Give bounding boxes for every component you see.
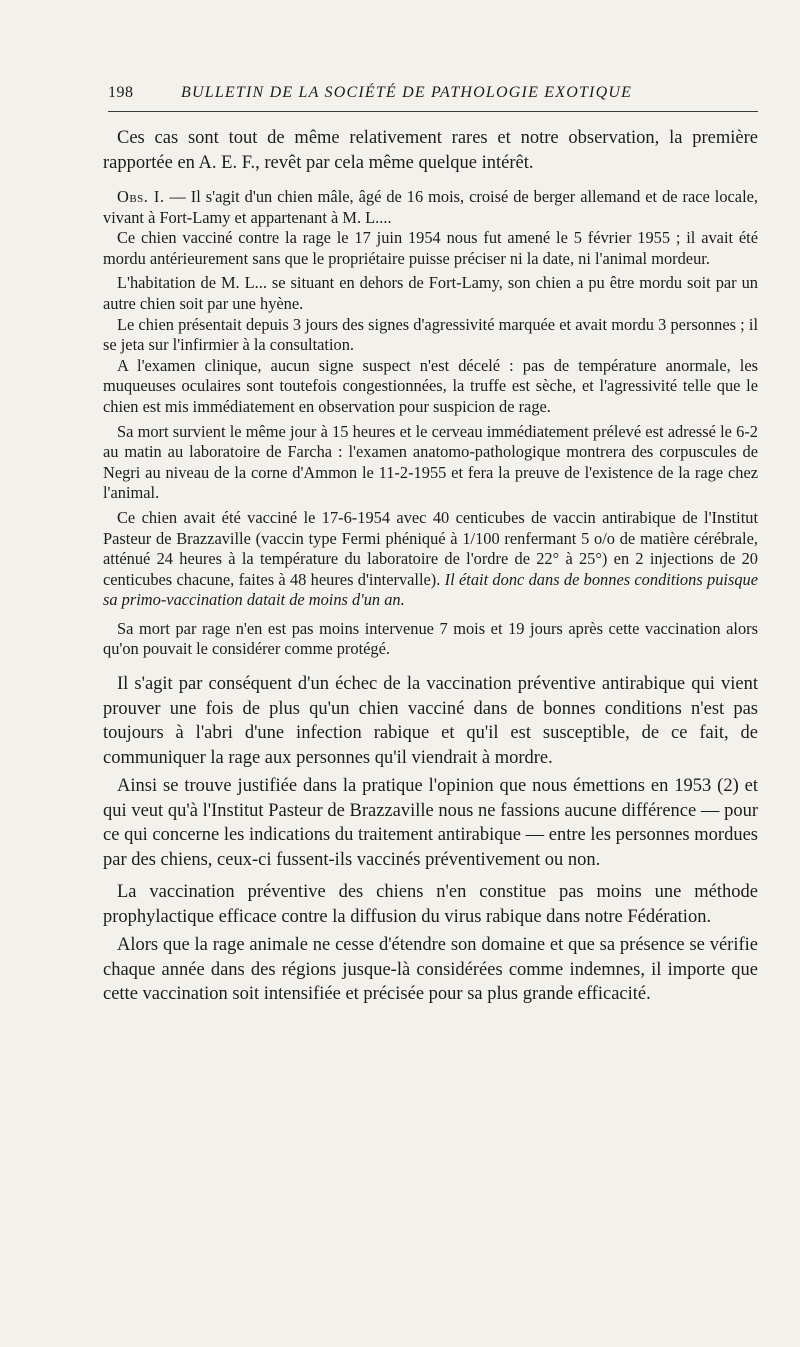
death-paragraph: Sa mort survient le même jour à 15 heures et le cerveau immédiatement prélevé est adressé le 6-2 au matin au laboratoire de Farcha : l'examen anatomo-pathologique montrera des corpuscules de Negri au niveau de la corne d'Ammon le 11-2-1955 et fera la preuve de l'existence de la rage chez l'animal.: [103, 421, 758, 503]
article-body: [103, 126, 758, 1007]
death-after-vaccination-paragraph: Sa mort par rage n'en est pas moins intervenue 7 mois et 19 jours après cette vaccination alors qu'on pouvait le considérer comme protégé.: [103, 618, 758, 659]
clinical-exam-paragraph: A l'examen clinique, aucun signe suspect n'est décelé : pas de température anormale, les muqueuses oculaires sont toutefois congestionnées, la truffe est sèche, et l'agressivité telle que le chien est mis immédiatement en observation pour suspicion de rage.: [103, 355, 758, 416]
observation-text: — Il s'agit d'un chien mâle, âgé de 16 mois, croisé de berger allemand et de race locale, vivant à Fort-Lamy et appartenant à M. L....: [103, 187, 759, 227]
habitation-paragraph: L'habitation de M. L... se situant en dehors de Fort-Lamy, son chien a pu être mordu soit par un autre chien soit par une hyène.: [103, 273, 758, 313]
prophylaxis-paragraph: La vaccination préventive des chiens n'en constitue pas moins une méthode prophylactique efficace contre la diffusion du virus rabique dans notre Fédération.: [103, 882, 758, 927]
vaccination-history-paragraph: Ce chien vacciné contre la rage le 17 juin 1954 nous fut amené le 5 février 1955 ; il avait été mordu antérieurement sans que le propriétaire puisse préciser ni la date, ni l'animal mordeur.: [103, 228, 758, 268]
running-title: BULLETIN DE LA SOCIÉTÉ DE PATHOLOGIE EXOTIQUE: [181, 84, 633, 101]
observation-label: Obs. I.: [117, 187, 165, 206]
opinion-paragraph: Ainsi se trouve justifiée dans la pratique l'opinion que nous émettions en 1953 (2) et qui veut qu'à l'Institut Pasteur de Brazzaville nous ne fassions aucune différence — pour ce qui concerne les indications du traitement antirabique — entre les personnes mordues par des chiens, ceux-ci fussent-ils vaccinés préventivement ou non.: [103, 776, 758, 870]
page-header: [108, 84, 758, 110]
observation-paragraph: [103, 187, 758, 228]
conclusion-paragraph: Alors que la rage animale ne cesse d'étendre son domaine et que sa présence se vérifie chaque année dans des régions jusque-là considérées comme indemnes, il importe que cette vaccination soit intensifiée et précisée pour sa plus grande efficacité.: [103, 935, 758, 1005]
intro-paragraph: Ces cas sont tout de même relativement rares et notre observation, la première rapportée en A. E. F., revêt par cela même quelque intérêt.: [103, 128, 758, 173]
symptoms-paragraph: Le chien présentait depuis 3 jours des signes d'agressivité marquée et avait mordu 3 personnes ; il se jeta sur l'infirmier à la consultation.: [103, 314, 758, 355]
page-number: 198: [108, 84, 134, 101]
vaccine-details-italic: Il était donc dans de bonnes conditions puisque sa primo-vaccination datait de moins d'un an.: [103, 569, 759, 610]
vaccine-details-paragraph: [103, 508, 758, 611]
vaccination-failure-paragraph: Il s'agit par conséquent d'un échec de la vaccination préventive antirabique qui vient prouver une fois de plus qu'un chien vacciné dans de bonnes conditions n'est pas toujours à l'abri d'une infection rabique et qu'il est susceptible, de ce fait, de communiquer la rage aux personnes qu'il viendrait à mordre.: [103, 674, 758, 768]
header-rule: [108, 111, 758, 112]
vaccine-details-text: Ce chien avait été vacciné le 17-6-1954 avec 40 centicubes de vaccin antirabique de l'Institut Pasteur de Brazzaville (vaccin type Fermi phéniqué à 1/100 renfermant 5 o/o de matière cérébrale, atténué 24 heures à la température du laboratoire de l'ordre de 22° à 25°) en 2 injections de 20 centicubes chacune, faites à 48 heures d'intervalle).: [103, 507, 758, 589]
